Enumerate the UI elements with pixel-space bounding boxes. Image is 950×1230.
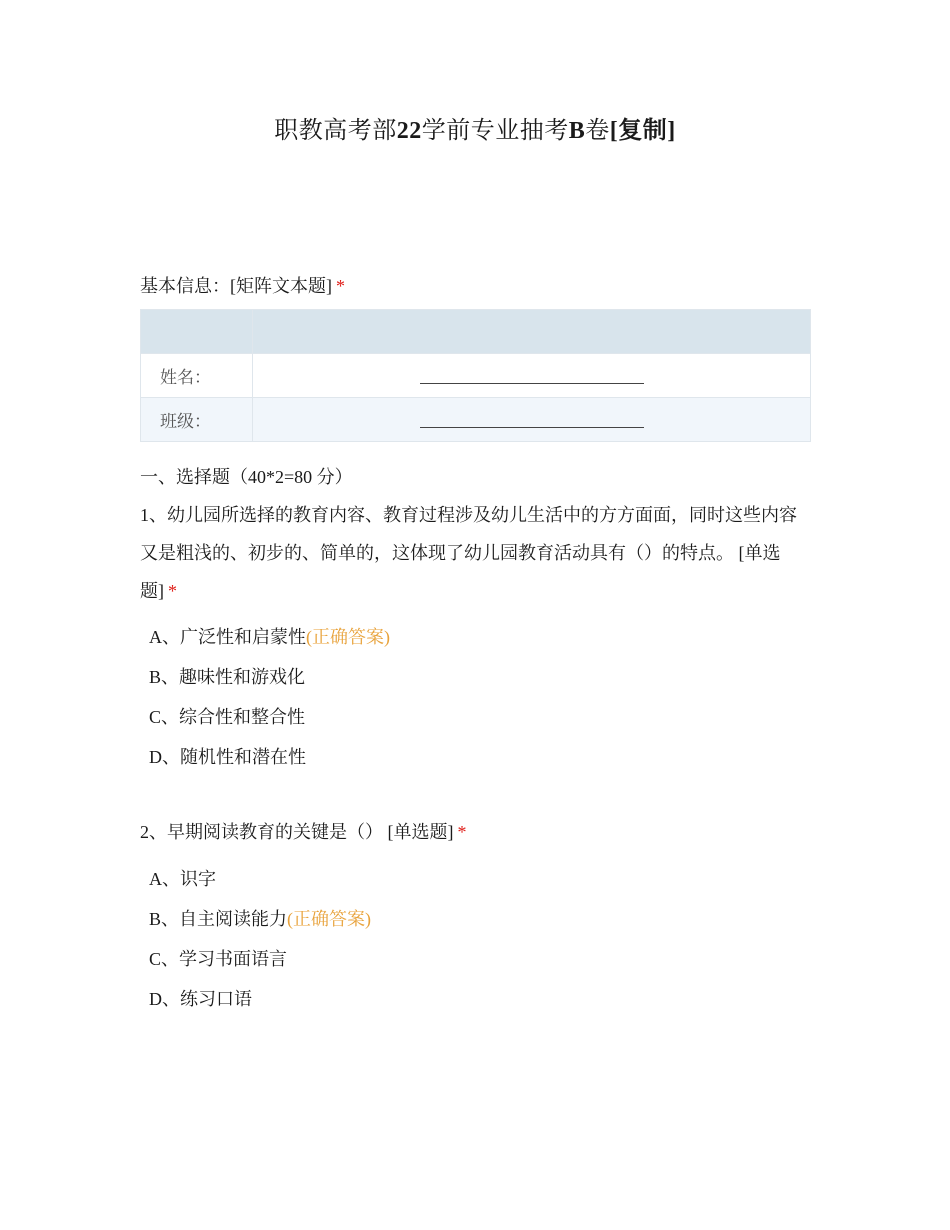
option-label: A、识字 [149, 869, 216, 889]
option-label: B、趣味性和游戏化 [149, 667, 306, 687]
required-mark: * [457, 822, 467, 842]
q2-option-d[interactable] [149, 987, 252, 1011]
class-input-blank[interactable] [253, 398, 811, 442]
option-label: A、广泛性和启蒙性 [149, 627, 306, 647]
section-heading: 一、选择题（40*2=80 分） [140, 467, 353, 487]
matrix-header-corner [141, 310, 253, 354]
question-1-body: 1、幼儿园所选择的教育内容、教育过程涉及幼儿生活中的方方面面，同时这些内容又是粗浅的、初步的、简单的，这体现了幼儿园教育活动具有（）的特点。 [单选题] [140, 505, 797, 601]
title-number: 22 [396, 118, 422, 144]
name-underline [420, 369, 644, 384]
matrix-row-class [141, 398, 811, 442]
matrix-row-name [141, 354, 811, 398]
basic-info-label [140, 274, 811, 298]
class-underline [420, 413, 644, 428]
matrix-header-cell [253, 310, 811, 354]
matrix-row-label: 姓名： [141, 354, 253, 398]
q2-option-a[interactable] [149, 867, 216, 891]
correct-answer-tag: (正确答案) [306, 627, 390, 647]
title-copy-tag: [复制] [609, 118, 676, 144]
q1-option-a[interactable] [149, 625, 390, 649]
q1-option-b[interactable] [149, 665, 305, 689]
title-suffix: 卷 [585, 118, 610, 144]
option-label: B、自主阅读能力 [149, 909, 288, 929]
title-letter: B [568, 118, 586, 144]
correct-answer-tag: (正确答案) [287, 909, 372, 929]
title-prefix: 职教高考部 [274, 118, 397, 144]
required-mark: * [336, 276, 345, 296]
matrix-header-row [141, 310, 811, 354]
question-1-text [140, 496, 808, 610]
name-input-blank[interactable] [253, 354, 811, 398]
question-2-body: 2、早期阅读教育的关键是（） [单选题] [140, 822, 454, 842]
option-label: C、综合性和整合性 [149, 707, 306, 727]
title-middle: 学前专业抽考 [421, 118, 569, 144]
q1-option-c[interactable] [149, 705, 305, 729]
q2-option-c[interactable] [149, 947, 287, 971]
basic-info-matrix [140, 309, 811, 442]
basic-info-text: 基本信息：[矩阵文本题] [140, 276, 332, 296]
option-label: D、随机性和潜在性 [149, 747, 306, 767]
option-label: D、练习口语 [149, 989, 252, 1009]
question-2-text [140, 820, 811, 844]
q2-option-b[interactable] [149, 907, 371, 931]
q1-option-d[interactable] [149, 745, 306, 769]
page-title [0, 110, 950, 145]
required-mark: * [168, 581, 177, 601]
option-label: C、学习书面语言 [149, 949, 288, 969]
matrix-row-label: 班级： [141, 398, 253, 442]
